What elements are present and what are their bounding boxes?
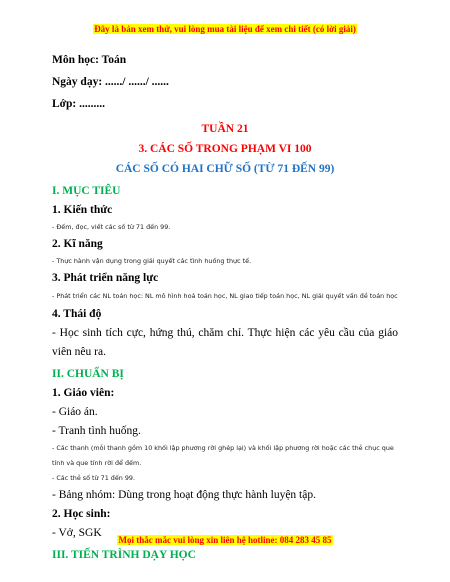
- knowledge-text: - Đếm, đọc, viết các số từ 71 đến 99.: [52, 223, 171, 231]
- subject-line: Môn học: Toán: [52, 54, 127, 66]
- chapter-title: 3. CÁC SỐ TRONG PHẠM VI 100: [138, 143, 312, 155]
- student-item: - Vở, SGK: [52, 527, 102, 539]
- attitude-text: - Học sinh tích cực, hứng thú, chăm chỉ. Thực hiện các yêu cầu của giáo viên nêu ra.: [52, 327, 398, 358]
- section-objectives-heading: I. MỤC TIÊU: [52, 185, 121, 197]
- lesson-title: CÁC SỐ CÓ HAI CHỮ SỐ (TỪ 71 ĐẾN 99): [115, 163, 335, 175]
- header-banner: [0, 24, 450, 34]
- teacher-item: - Bảng nhóm: Dùng trong hoạt động thực hành luyện tập.: [52, 489, 316, 501]
- attitude-heading: 4. Thái độ: [52, 308, 102, 320]
- footer-banner-text: Mọi thắc mắc vui lòng xin liên hệ hotline: 084 283 45 85: [118, 535, 332, 545]
- header-banner-text: Đây là bản xem thử, vui lòng mua tài liệu để xem chi tiết (có lời giải): [94, 24, 356, 34]
- student-heading: 2. Học sinh:: [52, 508, 111, 520]
- teacher-heading: 1. Giáo viên:: [52, 387, 115, 399]
- section-preparation-heading: II. CHUẨN BỊ: [52, 368, 124, 380]
- skills-heading: 2. Kĩ năng: [52, 238, 103, 250]
- teacher-item: - Các thẻ số từ 71 đến 99.: [52, 474, 136, 482]
- competence-heading: 3. Phát triển năng lực: [52, 272, 159, 284]
- date-line: Ngày dạy: ....../ ....../ ......: [52, 76, 169, 88]
- footer-banner: [0, 535, 450, 545]
- knowledge-heading: 1. Kiến thức: [52, 204, 113, 216]
- document-body: [52, 49, 398, 565]
- teacher-item: - Tranh tình huống.: [52, 425, 141, 437]
- skills-text: - Thực hành vận dụng trong giải quyết các tình huống thực tế.: [52, 257, 252, 265]
- week-title: TUẦN 21: [201, 123, 249, 135]
- competence-text: - Phát triển các NL toán học: NL mô hình hoá toán học, NL giao tiếp toán học, NL giải quyết vấn đề toán học: [52, 292, 398, 300]
- teacher-item: - Các thanh (mỗi thanh gồm 10 khối lập phương rời ghép lại) và khối lập phương rời hoặc các thẻ chục que tính và que tính rời để đếm.: [52, 444, 394, 467]
- teacher-item: - Giáo án.: [52, 406, 98, 418]
- class-line: Lớp: .........: [52, 98, 106, 110]
- section-process-heading: III. TIẾN TRÌNH DẠY HỌC: [52, 549, 196, 561]
